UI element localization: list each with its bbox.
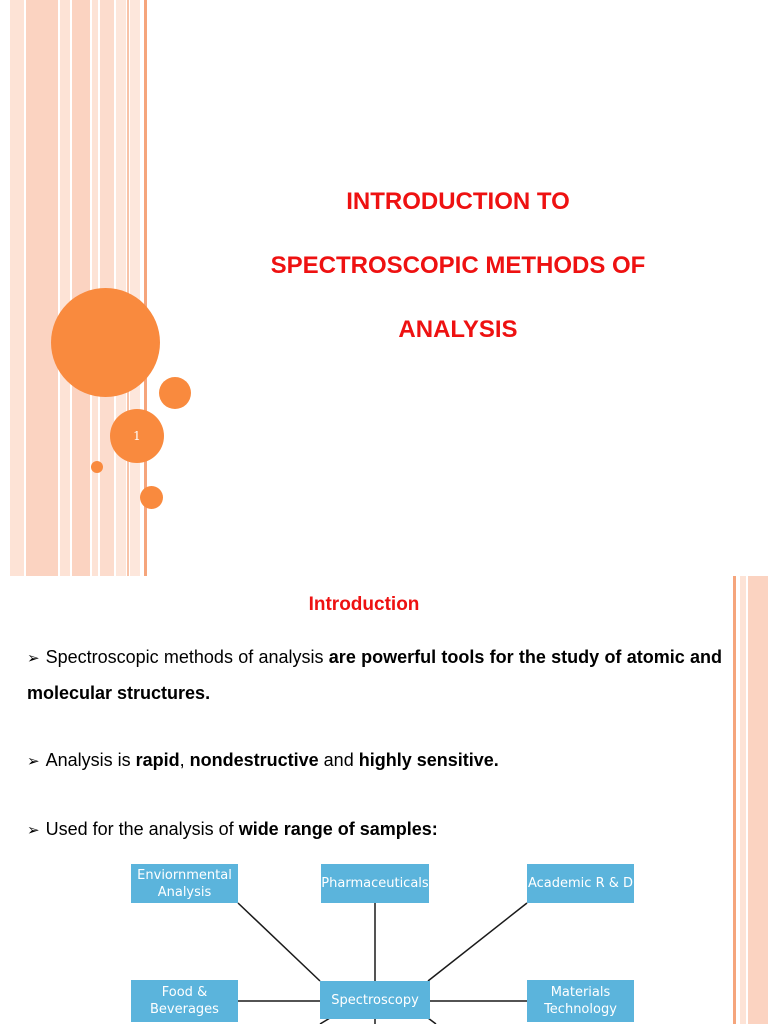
- box-label: Pharmaceuticals: [321, 876, 429, 891]
- box-label: Beverages: [150, 1002, 219, 1017]
- arrow-bullet-icon: ➢: [27, 822, 40, 839]
- pharmaceuticals-box: [321, 864, 429, 903]
- spectroscopy-box: [320, 981, 430, 1019]
- small-circle: [159, 377, 191, 409]
- decorative-stripe: [733, 576, 736, 1024]
- section-heading: Introduction: [308, 594, 420, 615]
- decorative-stripe: [60, 0, 70, 576]
- bullet-1: [27, 640, 722, 710]
- box-label: Academic R & D: [527, 876, 634, 891]
- large-circle: [51, 288, 160, 397]
- box-label: Technology: [544, 1002, 617, 1017]
- small-circle: [140, 486, 163, 509]
- box-label: Enviornmental: [137, 867, 232, 883]
- box-label: Materials: [550, 985, 611, 1000]
- decorative-stripe: [72, 0, 90, 576]
- decorative-stripe: [740, 576, 746, 1024]
- slide-number: 1: [133, 429, 141, 443]
- bullet-text-bold: highly sensitive.: [358, 750, 499, 770]
- arrow-bullet-icon: ➢: [27, 650, 40, 667]
- box-label: Analysis: [157, 884, 212, 900]
- tiny-circle: [91, 461, 103, 473]
- box-label: Spectroscopy: [331, 992, 419, 1008]
- bullet-2: [27, 743, 722, 779]
- materials-technology-box: [527, 980, 634, 1022]
- decorative-stripe: [10, 0, 24, 576]
- slide-title-line-2: SPECTROSCOPIC METHODS OF: [270, 252, 646, 279]
- decorative-stripe: [26, 0, 58, 576]
- introduction-slide: [0, 576, 768, 1024]
- bullet-text-bold: nondestructive: [189, 750, 319, 770]
- bullet-text-bold: wide range of samples:: [238, 819, 438, 839]
- bullet-text: Spectroscopic methods of analysis: [45, 647, 329, 667]
- decorative-stripe: [130, 0, 140, 576]
- bullet-text: and: [318, 750, 359, 770]
- arrow-bullet-icon: ➢: [27, 753, 40, 770]
- bullet-text: Analysis is: [45, 750, 136, 770]
- decorative-stripe: [116, 0, 126, 576]
- environmental-analysis-box: [131, 864, 238, 903]
- bullet-text-bold: rapid: [135, 750, 180, 770]
- decorative-stripe: [127, 0, 129, 576]
- bullet-3: [27, 812, 722, 848]
- box-label: Food &: [161, 985, 208, 1000]
- slide-title-line-1: INTRODUCTION TO: [346, 188, 570, 215]
- slide-title-line-3: ANALYSIS: [398, 316, 518, 343]
- bullet-text: ,: [179, 750, 190, 770]
- bullet-text-bold: are powerful tools for the study of atomic and molecular structures.: [27, 647, 722, 703]
- decorative-stripe: [748, 576, 768, 1024]
- bullet-text: Used for the analysis of: [45, 819, 239, 839]
- academic-rd-box: [527, 864, 634, 903]
- slide-number-circle: [110, 409, 164, 463]
- food-beverages-box: [131, 980, 238, 1022]
